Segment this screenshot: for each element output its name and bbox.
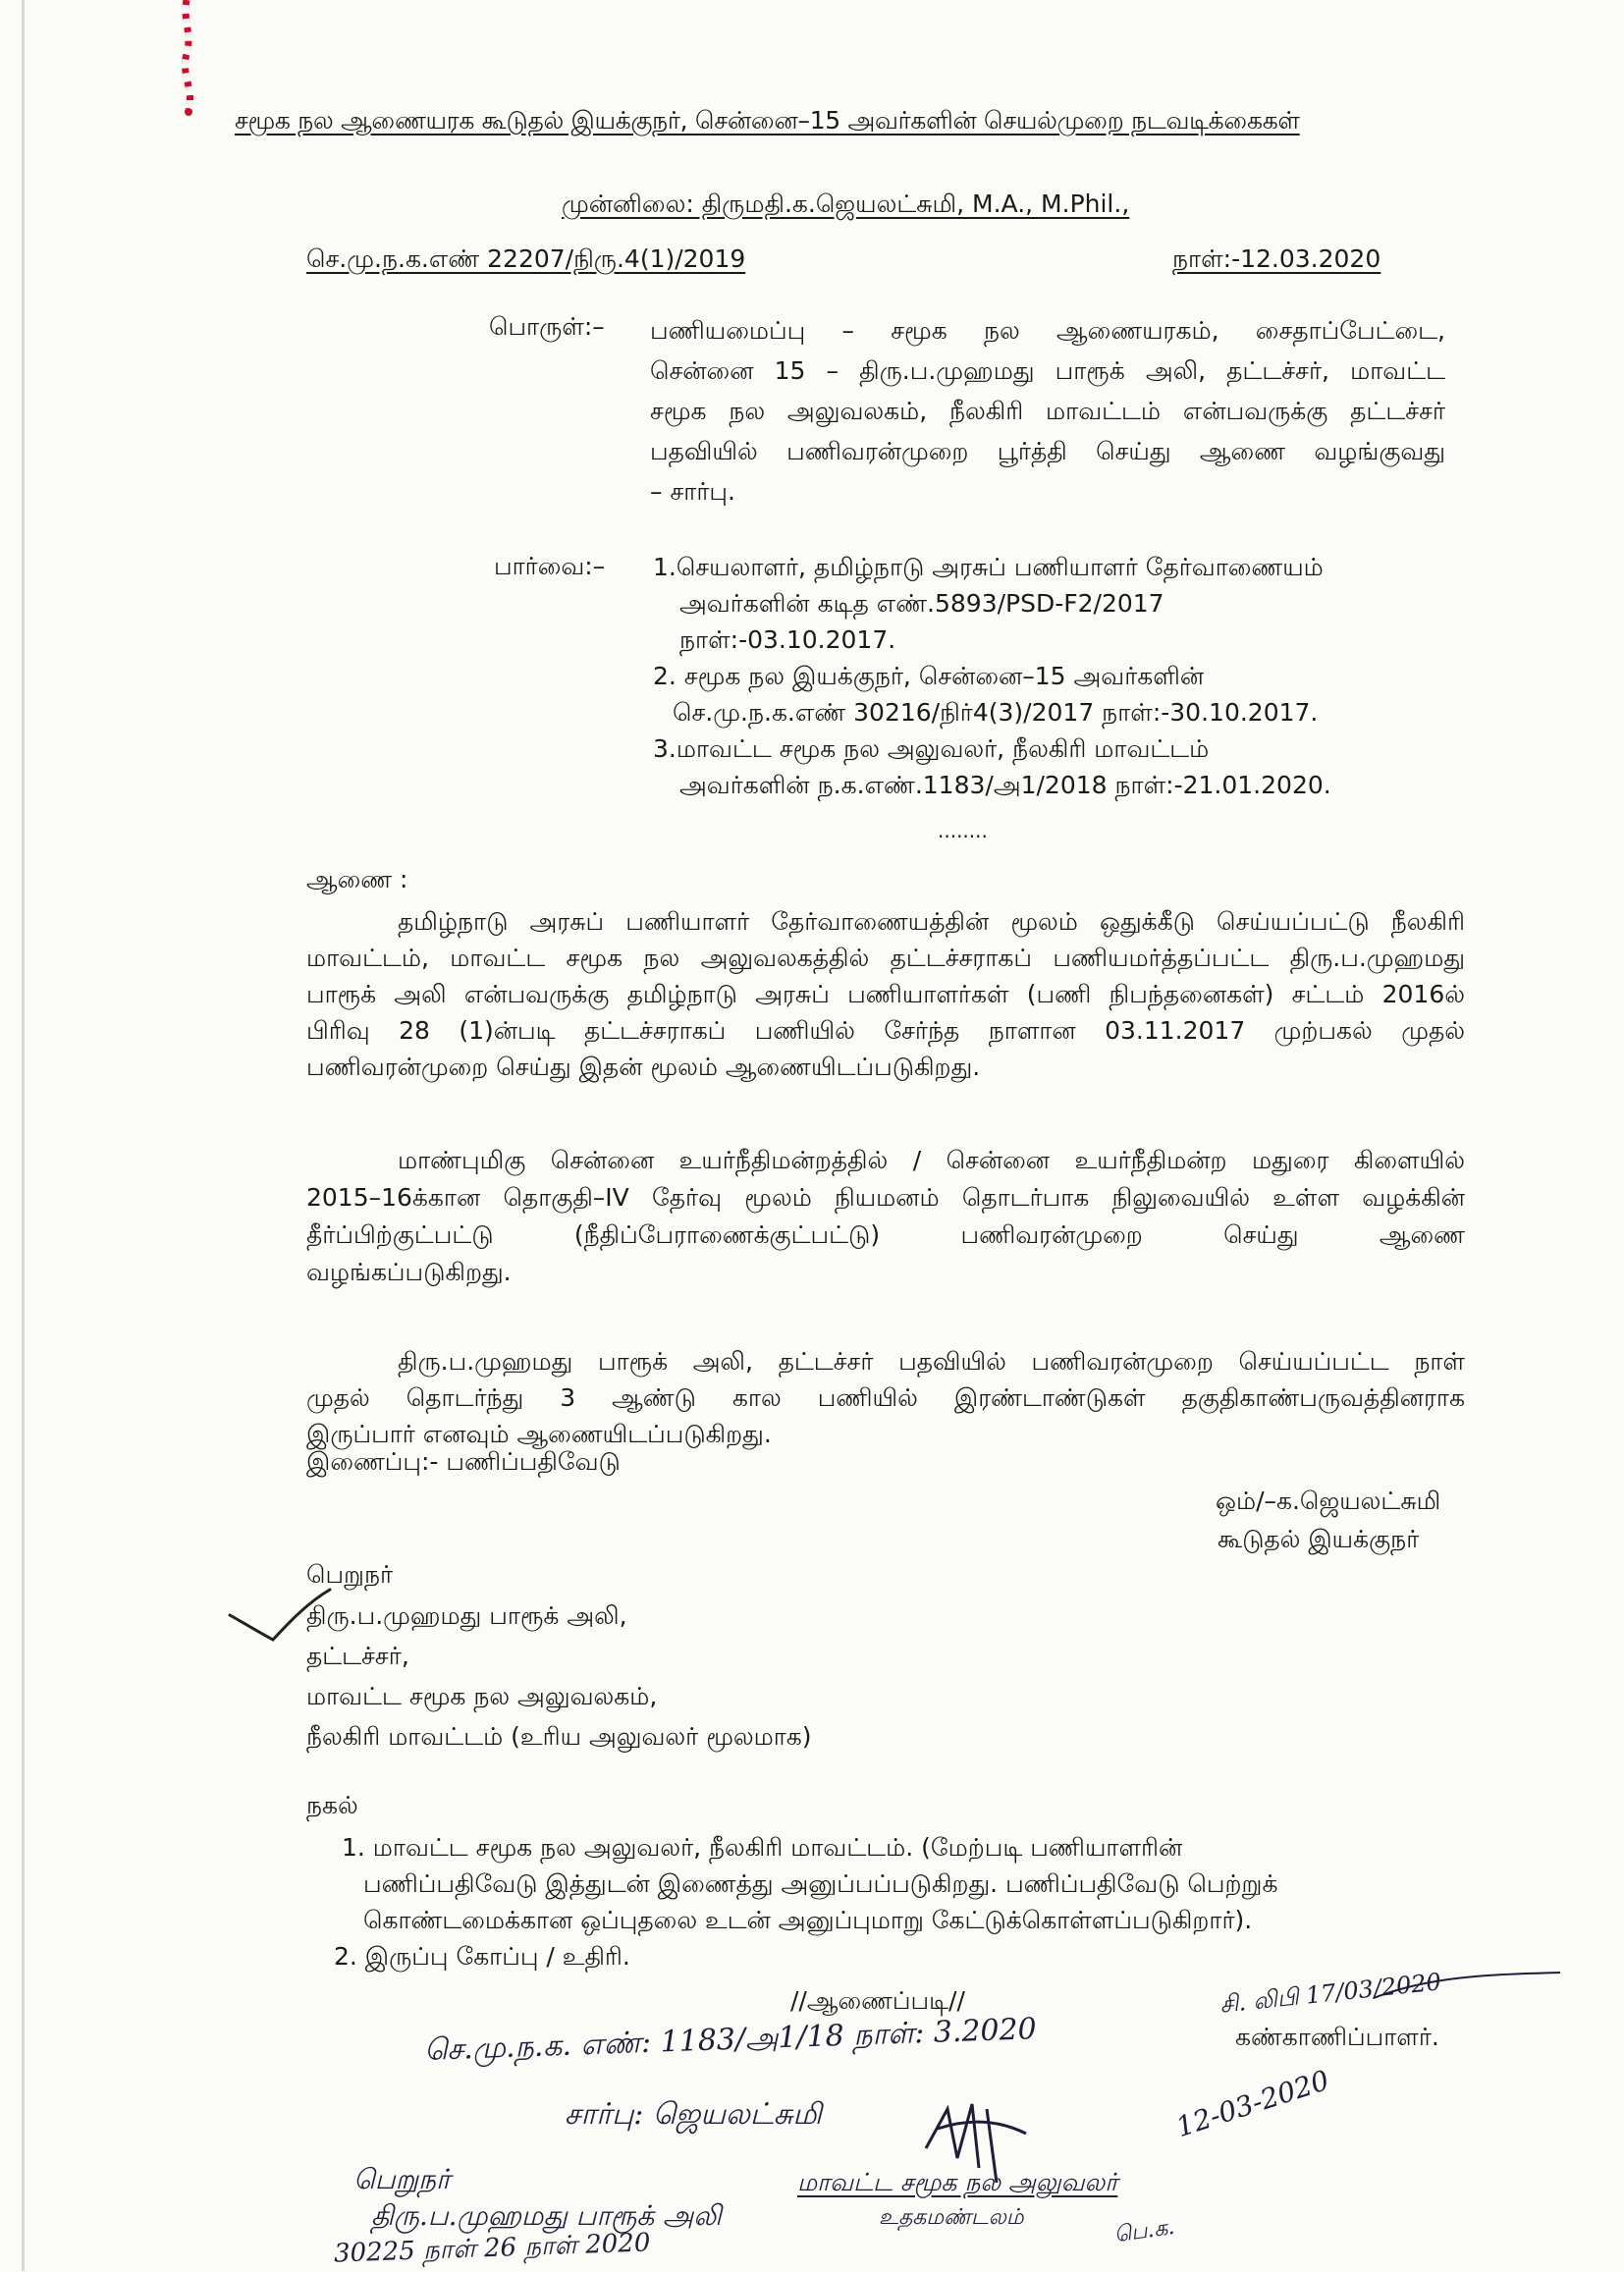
reference-line: 3.மாவட்ட சமூக நல அலுவலர், நீலகிரி மாவட்டம் [653,734,1210,763]
separator-dots: ........ [938,819,988,842]
order-date: நாள்:-12.03.2020 [1172,244,1381,273]
reference-line: அவர்களின் ந.க.எண்.1183/அ1/2018 நாள்:-21.01.2020. [679,771,1331,799]
paragraph-line: தமிழ்நாடு அரசுப் பணியாளர் தேர்வாணையத்தின் மூலம் ஒதுக்கீடு செய்யப்பட்டு நீலகிரி [398,907,1465,936]
paragraph-line: பாரூக் அலி என்பவருக்கு தமிழ்நாடு அரசுப் பணியாளர்கள் (பணி நிபந்தனைகள்) சட்டம் 2016ல் [306,980,1465,1008]
reference-line: அவர்களின் கடித எண்.5893/PSD-F2/2017 [679,589,1164,618]
subject-text [650,310,1445,512]
reference-label: பார்வை:– [494,552,606,580]
subject-line: சென்னை 15 – திரு.ப.முஹமது பாரூக் அலி, தட்டச்சர், மாவட்ட [650,356,1445,385]
paragraph-line: மாவட்டம், மாவட்ட சமூக நல அலுவலகத்தில் தட்டச்சராகப் பணியமர்த்தப்பட்ட திரு.ப.முஹமது [306,944,1465,972]
office-stamp-place: உதகமண்டலம் [879,2205,1024,2230]
reference-line: 1.செயலாளர், தமிழ்நாடு அரசுப் பணியாளர் தேர்வாணையம் [653,553,1324,581]
reference-line: செ.மு.ந.க.எண் 30216/நிர்4(3)/2017 நாள்:-30.10.2017. [673,698,1319,727]
recipient-line: தட்டச்சர், [306,1642,409,1670]
recipient-label: பெறுநர் [306,1560,394,1589]
paragraph-line: பிரிவு 28 (1)ன்படி தட்டச்சராகப் பணியில் சேர்ந்த நாளான 03.11.2017 முற்பகல் முதல் [306,1016,1465,1045]
reference-number: செ.மு.ந.க.எண் 22207/நிரு.4(1)/2019 [306,244,746,273]
copy-item-1 [342,1829,1451,1938]
recipient-line: திரு.ப.முஹமது பாரூக் அலி, [306,1601,627,1630]
order-label: ஆணை : [306,865,408,893]
paragraph-line: வழங்கப்படுகிறது. [306,1258,512,1286]
order-paragraph-1 [306,903,1465,1085]
tag-string [169,0,208,118]
copy-line: 1. மாவட்ட சமூக நல அலுவலர், நீலகிரி மாவட்டம். (மேற்படி பணியாளரின் [342,1833,1183,1862]
signatory-designation: கூடுதல் இயக்குநர் [1218,1525,1420,1553]
scan-edge [22,0,25,2271]
paragraph-line: முதல் தொடர்ந்து 3 ஆண்டு கால பணியில் இரண்டாண்டுகள் தகுதிகாண்பருவத்தினராக [306,1383,1465,1412]
paragraph-line: 2015–16க்கான தொகுதி–IV தேர்வு மூலம் நியமனம் தொடர்பாக நிலுவையில் உள்ள வழக்கின் [306,1183,1465,1212]
paragraph-line: இருப்பார் எனவும் ஆணையிடப்படுகிறது. [306,1420,772,1448]
date-scribble [1370,1969,1566,2008]
copy-line: கொண்டமைக்கான ஒப்புதலை உடன் அனுப்புமாறு கேட்டுக்கொள்ளப்படுகிறார்). [363,1906,1253,1934]
handwritten-stamp-note: சி. லிபி 17/03/2020 [1218,1968,1443,2019]
office-stamp-title: மாவட்ட சமூக நல அலுவலர் [797,2168,1118,2196]
reference-line: 2. சமூக நல இயக்குநர், சென்னை–15 அவர்களின் [653,662,1205,690]
by-order-line: //ஆணைப்படி// [790,1986,965,2015]
handwritten-ref-note: செ.மு.ந.க. எண்: 1183/அ1/18 நாள்: 3.2020 [423,2012,1038,2068]
subject-label: பொருள்:– [489,312,605,341]
reference-line: நாள்:-03.10.2017. [679,625,896,654]
recipient-line: நீலகிரி மாவட்டம் (உரிய அலுவலர் மூலமாக) [306,1722,812,1751]
copy-label: நகல் [306,1791,358,1819]
subject-line: பதவியில் பணிவரன்முறை பூர்த்தி செய்து ஆணை வழங்குவது [650,437,1445,465]
presence-line: முன்னிலை: திருமதி.க.ஜெயலட்சுமி, M.A., M.Phil., [562,189,1130,218]
enclosure-line: இணைப்பு:- பணிப்பதிவேடு [306,1447,621,1476]
reference-list [653,549,1458,803]
signatory-name: ஒம்/–க.ஜெயலட்சுமி [1216,1487,1441,1515]
handwritten-note-2: சார்பு: ஜெயலட்சுமி [565,2097,822,2132]
handwritten-recipient-line-1: திரு.ப.முஹமது பாரூக் அலி [371,2199,722,2232]
recipient-line: மாவட்ட சமூக நல அலுவலகம், [306,1682,658,1710]
handwritten-initial-date: 12-03-2020 [1171,2063,1333,2144]
order-paragraph-3 [306,1343,1465,1452]
subject-line: – சார்பு. [650,477,735,506]
subject-line: சமூக நல அலுவலகம், நீலகிரி மாவட்டம் என்பவருக்கு தட்டச்சர் [650,397,1445,425]
superintendent-title: கண்காணிப்பாளர். [1235,2023,1439,2051]
handwritten-recipient-label: பெறுநர் [353,2163,451,2195]
copy-item-2: 2. இருப்பு கோப்பு / உதிரி. [334,1942,630,1971]
paragraph-line: பணிவரன்முறை செய்து இதன் மூலம் ஆணையிடப்படுகிறது. [306,1053,981,1081]
order-paragraph-2 [306,1142,1465,1291]
paragraph-line: மாண்புமிகு சென்னை உயர்நீதிமன்றத்தில் / சென்னை உயர்நீதிமன்ற மதுரை கிளையில் [398,1146,1465,1174]
handwritten-recipient-line-2: 30225 நாள் 26 நாள் 2020 [333,2228,651,2269]
subject-line: பணியமைப்பு – சமூக நல ஆணையரகம், சைதாப்பேட்டை, [650,316,1445,345]
recipient-address [306,1596,812,1757]
order-title: சமூக நல ஆணையரக கூடுதல் இயக்குநர், சென்னை–15 அவர்களின் செயல்முறை நடவடிக்கைகள் [235,106,1300,135]
handwritten-corner-note: பெ.க. [1112,2214,1176,2248]
paragraph-line: திரு.ப.முஹமது பாரூக் அலி, தட்டச்சர் பதவியில் பணிவரன்முறை செய்யப்பட்ட நாள் [398,1347,1465,1376]
copy-line: பணிப்பதிவேடு இத்துடன் இணைத்து அனுப்பப்படுகிறது. பணிப்பதிவேடு பெற்றுக் [363,1869,1278,1898]
paragraph-line: தீர்ப்பிற்குட்பட்டு (நீதிப்பேராணைக்குட்பட்டு) பணிவரன்முறை செய்து ஆணை [306,1220,1465,1249]
